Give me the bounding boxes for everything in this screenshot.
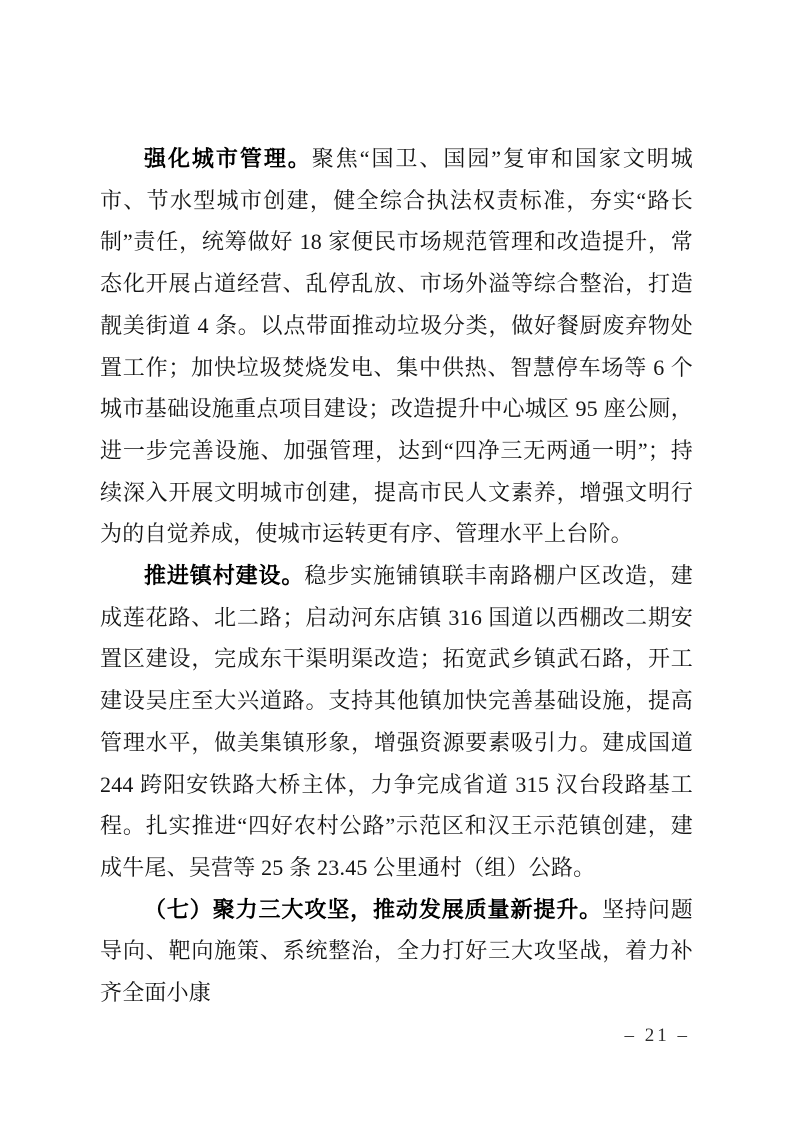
paragraph-section-seven-heading — [100, 889, 693, 1014]
paragraph-city-management — [100, 138, 693, 555]
paragraph-text: 坚持问题导向、靶向施策、系统整治，全力打好三大攻坚战，着力补齐全面小康 — [100, 896, 693, 1006]
paragraph-lead-bold: 推进镇村建设。 — [144, 563, 305, 589]
section-heading-bold: （七）聚力三大攻坚，推动发展质量新提升。 — [144, 896, 603, 922]
paragraph-town-village-construction — [100, 555, 693, 889]
paragraph-text: 聚焦“国卫、国园”复审和国家文明城市、节水型城市创建，健全综合执法权责标准，夯实“路长制”责任，统筹做好 18 家便民市场规范管理和改造提升，常态化开展占道经营、乱停乱放、市场外溢等综合整治，打造靓美街道 4 条。以点带面推动垃圾分类，做好餐厨废弃物处置工作；加快垃圾焚烧发电、集中供热、智慧停车场等 6 个城市基础设施重点项目建设；改造提升中心城区 95 座公厕，进一步完善设施、加强管理，达到“四净三无两通一明”；持续深入开展文明城市创建，提高市民人文素养，增强文明行为的自觉养成，使城市运转更有序、管理水平上台阶。 — [100, 146, 693, 547]
paragraph-lead-bold: 强化城市管理。 — [144, 146, 312, 171]
paragraph-text: 稳步实施铺镇联丰南路棚户区改造，建成莲花路、北二路；启动河东店镇 316 国道以西棚改二期安置区建设，完成东干渠明渠改造；拓宽武乡镇武石路，开工建设吴庄至大兴道路。支持其他镇加快完善基础设施，提高管理水平，做美集镇形象，增强资源要素吸引力。建成国道 244 跨阳安铁路大桥主体，力争完成省道 315 汉台段路基工程。扎实推进“四好农村公路”示范区和汉王示范镇创建，建成牛尾、吴营等 25 条 23.45 公里通村（组）公路。 — [100, 563, 693, 880]
document-body — [100, 138, 693, 1014]
page-number: – 21 – — [624, 1025, 690, 1046]
